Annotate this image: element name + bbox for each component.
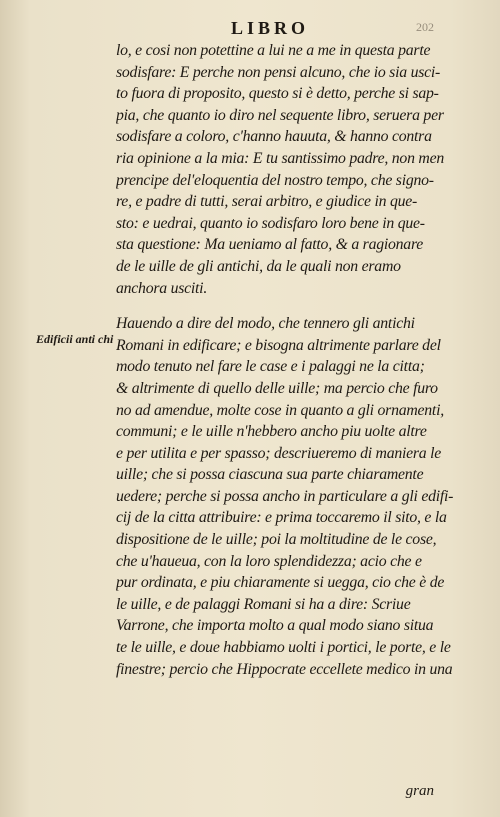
text-line: Romani in edificare; e bisogna altrimente parlare del xyxy=(116,336,441,354)
text-line: re, e padre di tutti, serai arbitro, e giudice in que- xyxy=(116,193,418,211)
text-line: che u'haueua, con la loro splendidezza; acio che e xyxy=(116,552,422,570)
paragraph-2 xyxy=(116,313,482,680)
text-line: modo tenuto nel fare le case e i palaggi ne la citta; xyxy=(116,358,425,376)
margin-note: Edificii anti chi xyxy=(36,332,114,346)
text-line: sta questione: Ma ueniamo al fatto, & a ragionare xyxy=(116,236,424,254)
catchword: gran xyxy=(405,783,434,799)
text-line: to fuora di proposito, questo si è detto, perche si sap- xyxy=(116,85,439,103)
body-text xyxy=(116,40,482,680)
text-line: uedere; perche si possa ancho in particulare a gli edifi- xyxy=(116,487,454,505)
text-line: pur ordinata, e piu chiaramente si uegga, cio che è de xyxy=(116,574,445,592)
text-line: de le uille de gli antichi, da le quali non eramo xyxy=(116,257,401,275)
text-line: no ad amendue, molte cose in quanto a gli ornamenti, xyxy=(116,401,444,419)
text-line: ria opinione a la mia: E tu santissimo padre, non men xyxy=(116,149,444,167)
text-line: Varrone, che importa molto a qual modo siano situa xyxy=(116,617,434,635)
text-line: finestre; percio che Hippocrate eccellete medico in una xyxy=(116,660,453,678)
text-line: anchora usciti. xyxy=(116,279,208,297)
text-line: le uille, e de palaggi Romani si ha a dire: Scriue xyxy=(116,595,411,613)
text-line: dispositione de le uille; poi la moltitudine de le cose, xyxy=(116,531,437,549)
text-line: communi; e le uille n'hebbero ancho piu uolte altre xyxy=(116,423,427,441)
text-line: lo, e cosi non potettine a lui ne a me in questa parte xyxy=(116,42,431,59)
text-line: & altrimente di quello delle uille; ma percio che furo xyxy=(116,379,438,397)
paragraph-1 xyxy=(116,40,482,299)
text-line: prencipe del'eloquentia del nostro tempo, che signo- xyxy=(116,171,434,189)
text-line: Hauendo a dire del modo, che tennero gli antichi xyxy=(116,315,415,333)
text-line: cij de la citta attribuire: e prima toccaremo il sito, e la xyxy=(116,509,447,527)
running-head-title: LIBRO xyxy=(230,18,310,38)
text-line: sto: e uedrai, quanto io sodisfaro loro bene in que- xyxy=(116,214,425,232)
text-line: sodisfare: E perche non pensi alcuno, che io sia usci- xyxy=(116,63,441,81)
page-number: 202 xyxy=(416,20,434,34)
text-line: sodisfare a coloro, c'hanno hauuta, & hanno contra xyxy=(116,128,432,146)
text-line: pia, che quanto io diro nel sequente libro, seruera per xyxy=(116,106,444,124)
text-line: te le uille, e doue habbiamo uolti i portici, le porte, e le xyxy=(116,639,451,657)
text-line: e per utilita e per spasso; descriueremo di maniera le xyxy=(116,444,442,462)
text-line: uille; che si possa ciascuna sua parte chiaramente xyxy=(116,466,424,484)
paragraph-gap xyxy=(116,299,482,313)
